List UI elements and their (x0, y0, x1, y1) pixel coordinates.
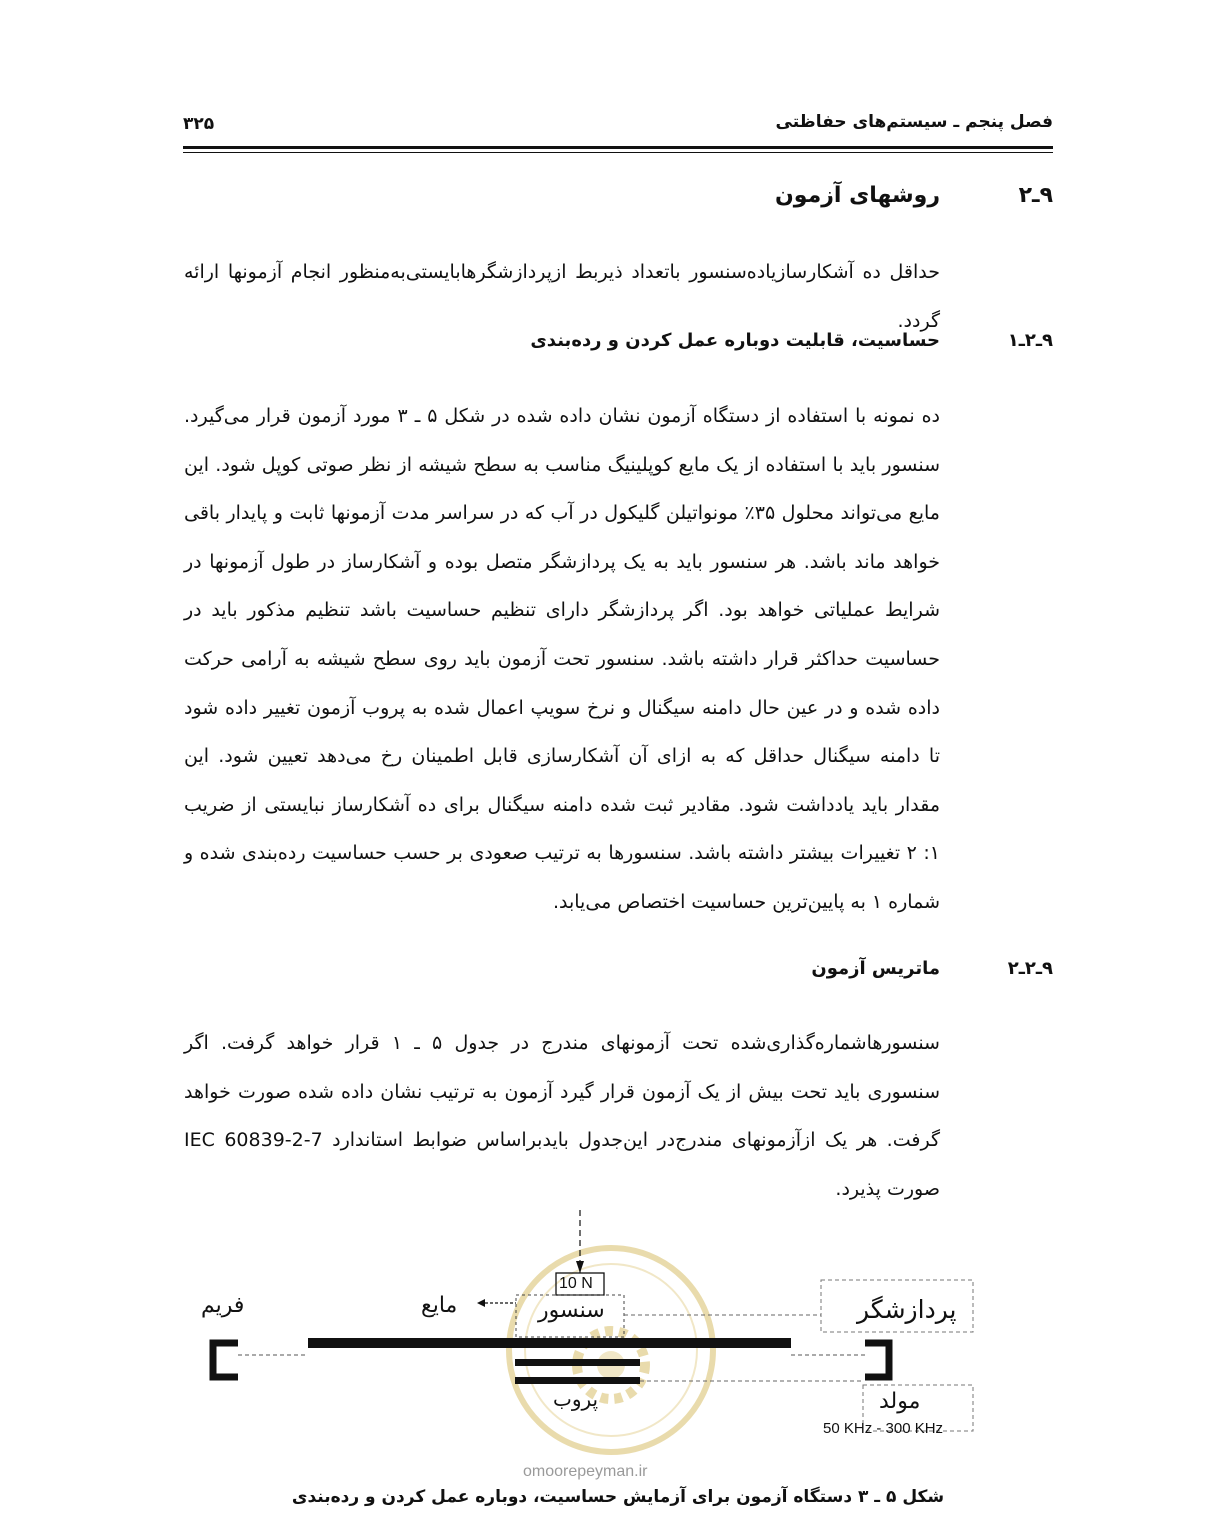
section-number: ۹ـ۲ (1018, 183, 1053, 208)
chapter-title: فصل پنجم ـ سیستم‌های حفاظتی (775, 112, 1053, 132)
paragraph: ده نمونه با استفاده از دستگاه آزمون نشان داده شده در شکل ۵ ـ ۳ مورد آزمون قرار می‌گیرد. سنسور باید با استفاده از یک مایع کوپلینیگ مناسب به سطح شیشه از نظر صوتی کوپل شود. این مایع می‌تواند محلول ۳۵٪ مونواتیلن گلیکول در آب که در سراسر مدت آزمونها ثابت و پایدار باقی خواهد ماند باشد. هر سنسور باید به یک پردازشگر متصل بوده و آشکارساز در طول آزمونها در شرایط عملیاتی خواهد بود. اگر پردازشگر دارای تنظیم حساسیت باشد تنظیم مذکور باید در حساسیت حداکثر قرار داشته باشد. سنسور تحت آزمون باید روی سطح شیشه به آرامی حرکت داده شده و در عین حال دامنه سیگنال و نرخ سویپ اعمال شده به پروب آزمون تغییر داده شود تا دامنه سیگنال حداقل که به ازای آن آشکارسازی قابل اطمینان رخ می‌دهد تعیین شود. این مقدار باید یادداشت شود. مقادیر ثبت شده دامنه سیگنال برای ده آشکارساز نبایستی از ضریب ۱: ۲ تغییرات بیشتر داشته باشد. سنسورها به ترتیب صعودی بر حسب حساسیت رده‌بندی شده و شماره ۱ به پایین‌ترین حساسیت اختصاص می‌یابد. (184, 405, 941, 913)
subsection-number: ۹ـ۲ـ۲ (1007, 958, 1053, 979)
frame-left-bracket (213, 1343, 238, 1377)
subsection-title: حساسیت، قابلیت دوباره عمل کردن و رده‌بندی (530, 330, 940, 351)
watermark-url: omoorepeyman.ir (523, 1463, 648, 1480)
paragraph: سنسورهاشماره‌گذاری‌شده تحت آزمونهای مندرج در جدول ۵ ـ ۱ قرار خواهد گرفت. اگر سنسوری باید تحت بیش از یک آزمون قرار گیرد آزمون به ترتیب نشان داده شده صورت خواهد گرفت. هر یک ازآزمونهای مندرج‌در این‌جدول بایدبراساس ضوابط استاندارد IEC 60839-2-7 صورت پذیرد. (184, 1032, 940, 1200)
probe-bar (515, 1377, 640, 1384)
page-number: ۳۲۵ (183, 114, 215, 134)
probe-label: پروب (553, 1387, 599, 1411)
page-header (183, 112, 1053, 158)
subsection-body (184, 392, 940, 927)
apparatus-diagram (183, 1195, 1053, 1485)
intro-text: حداقل ده آشکارسازیاده‌سنسور باتعداد ذیربط ازپردازشگرهابایستی‌به‌منظور انجام آزمونها ارائه گردد. (184, 261, 940, 332)
force-value: 10 N (559, 1275, 593, 1292)
subsection-title: ماتریس آزمون (811, 958, 940, 979)
liquid-label: مایع (421, 1293, 458, 1318)
generator-label: مولد (879, 1389, 921, 1414)
subsection-number: ۹ـ۲ـ۱ (1007, 330, 1053, 351)
subsection-body (184, 1019, 940, 1213)
header-rule-thin (183, 152, 1053, 153)
figure-caption: شکل ۵ ـ ۳ دستگاه آزمون برای آزمایش حساسیت، دوباره عمل کردن و رده‌بندی (291, 1487, 945, 1507)
frequency-range: 50 KHz - 300 KHz (823, 1420, 944, 1437)
sensor-label: سنسور (538, 1298, 605, 1323)
liquid-arrow-icon (477, 1299, 485, 1307)
section-title: روشهای آزمون (775, 183, 940, 208)
header-rule (183, 146, 1053, 149)
processor-label: پردازشگر (857, 1295, 957, 1324)
watermark-seal (509, 1248, 713, 1452)
frame-right-bracket (865, 1343, 889, 1377)
test-apparatus-figure (183, 1195, 1053, 1525)
probe-bar (515, 1359, 640, 1366)
glass-sheet (308, 1338, 791, 1348)
frame-label: فریم (201, 1293, 245, 1318)
